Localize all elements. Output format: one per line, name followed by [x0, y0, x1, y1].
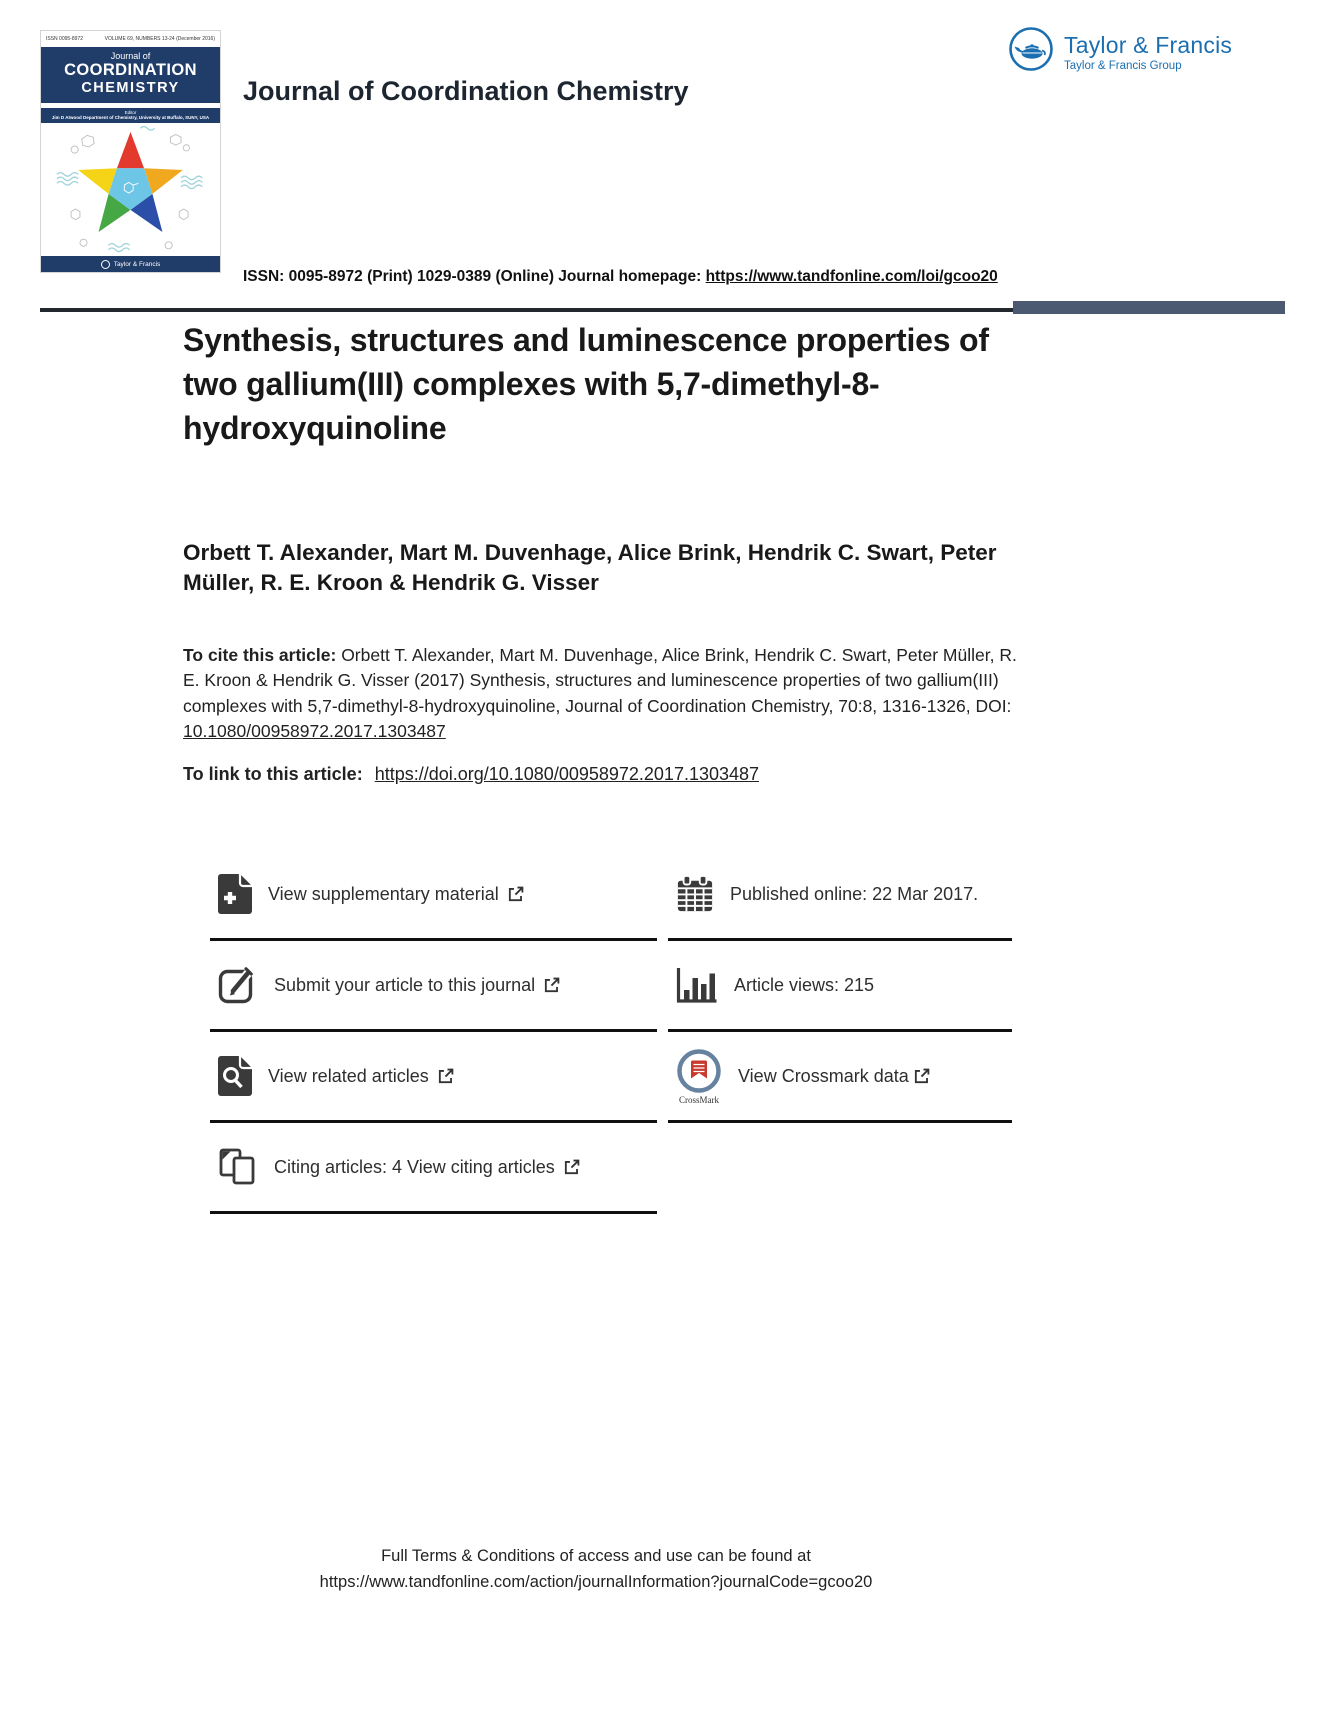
- document-search-icon: [218, 1056, 252, 1096]
- link-label: To link to this article:: [183, 764, 363, 784]
- crossmark-logo-icon: [676, 1048, 722, 1105]
- action-links-grid: [210, 850, 1012, 1214]
- publisher-name: Taylor & Francis: [1064, 31, 1233, 58]
- cover-top-strip: [41, 31, 220, 47]
- publisher-logo: [1008, 26, 1232, 77]
- cover-publisher-strip: [41, 256, 220, 272]
- cover-publisher-name: Taylor & Francis: [113, 260, 161, 268]
- footer-terms-url: https://www.tandfonline.com/action/journalInformation?journalCode=gcoo20: [319, 1572, 873, 1591]
- taylor-francis-lamp-icon: [1008, 26, 1054, 77]
- header-rule-thick: [1013, 301, 1285, 314]
- header-rule-thin: [40, 308, 1013, 312]
- action-view-supplementary[interactable]: [210, 850, 657, 941]
- external-link-icon: [508, 886, 524, 902]
- action-label[interactable]: Citing articles: 4 View citing articles: [274, 1156, 555, 1177]
- footer-terms: [0, 1544, 1192, 1595]
- action-label[interactable]: Submit your article to this journal: [274, 974, 536, 995]
- journal-title: Journal of Coordination Chemistry: [243, 76, 689, 106]
- citation-paragraph: [183, 643, 1035, 745]
- citing-pages-icon: [218, 1147, 258, 1187]
- cite-text: Orbett T. Alexander, Mart M. Duvenhage, Alice Brink, Hendrik C. Swart, Peter Müller, R. E. Kroon & Hendrik G. Visser (2017) Synthesis, structures and luminescence properties of two gallium(III) complexes with 5,7-dimethyl-8-hydroxyquinoline, Journal of Coordination Chemistry, 70:8, 1316-1326, DOI:: [183, 645, 1017, 716]
- cover-volume: VOLUME 69, NUMBERS 13-24 (December 2016): [104, 36, 215, 42]
- doi-link[interactable]: https://doi.org/10.1080/00958972.2017.1303487: [374, 764, 760, 784]
- cite-label: To cite this article:: [183, 645, 342, 665]
- cover-masthead-line3: CHEMISTRY: [81, 80, 180, 96]
- cover-masthead-line2: COORDINATION: [64, 61, 197, 79]
- issn-text: ISSN: 0095-8972 (Print) 1029-0389 (Online) Journal homepage:: [243, 268, 706, 285]
- footer-line1: Full Terms & Conditions of access and use can be found at: [381, 1547, 811, 1565]
- article-views-text: Article views: 215: [734, 974, 875, 995]
- cite-doi-link[interactable]: 10.1080/00958972.2017.1303487: [183, 721, 446, 742]
- action-view-crossmark[interactable]: [668, 1032, 1012, 1123]
- cover-editor-label: Editor: [124, 110, 137, 115]
- article-title: Synthesis, structures and luminescence properties of two gallium(III) complexes with 5,7-dimethyl-8-hydroxyquinoline: [183, 322, 989, 447]
- taylor-francis-mini-icon: [101, 260, 110, 269]
- action-published-online: [668, 850, 1012, 941]
- action-submit-article[interactable]: [210, 941, 657, 1032]
- issn-homepage-line: [243, 268, 998, 286]
- action-article-views: [668, 941, 1012, 1032]
- action-label[interactable]: View supplementary material: [268, 883, 499, 904]
- journal-homepage-link[interactable]: https://www.tandfonline.com/loi/gcoo20: [705, 268, 998, 285]
- cover-issn: ISSN 0095-8972: [46, 36, 83, 42]
- article-authors: Orbett T. Alexander, Mart M. Duvenhage, Alice Brink, Hendrik C. Swart, Peter Müller, R. E. Kroon & Hendrik G. Visser: [183, 540, 997, 595]
- external-link-icon: [438, 1068, 454, 1084]
- link-line: [183, 764, 759, 785]
- external-link-icon: [544, 977, 560, 993]
- external-link-icon: [914, 1068, 930, 1084]
- bar-chart-icon: [676, 966, 718, 1004]
- action-label[interactable]: View Crossmark data: [738, 1065, 909, 1086]
- calendar-icon: [676, 875, 714, 913]
- journal-cover-thumbnail: [40, 30, 221, 273]
- action-label[interactable]: View related articles: [268, 1065, 429, 1086]
- external-link-icon: [564, 1159, 580, 1175]
- cover-masthead-line1: Journal of: [110, 51, 151, 61]
- published-online-text: Published online: 22 Mar 2017.: [730, 883, 979, 904]
- document-plus-icon: [218, 874, 252, 914]
- action-grid-empty-cell: [668, 1123, 1012, 1214]
- cover-masthead: [41, 47, 220, 103]
- cover-star-artwork: [41, 123, 220, 256]
- action-citing-articles[interactable]: [210, 1123, 657, 1214]
- cover-editor-strip: [41, 107, 220, 123]
- crossmark-caption: CrossMark: [679, 1094, 719, 1105]
- publisher-group: Taylor & Francis Group: [1064, 59, 1182, 72]
- pencil-square-icon: [218, 965, 258, 1005]
- cover-editor-line: Jim D Atwood Department of Chemistry, University at Buffalo, SUNY, USA: [51, 115, 210, 120]
- star-graphic-icon: [41, 123, 220, 256]
- action-view-related[interactable]: [210, 1032, 657, 1123]
